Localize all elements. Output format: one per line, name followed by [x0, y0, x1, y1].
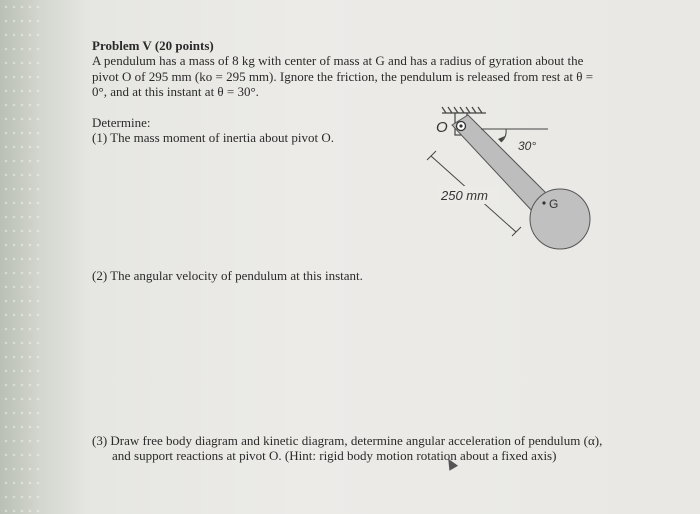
problem-text-line2: pivot O of 295 mm (ko = 295 mm). Ignore the friction, the pendulum is released from rest at θ = [92, 69, 594, 84]
mass-center-label: G [549, 197, 559, 211]
determine-heading: Determine: [92, 115, 151, 130]
question-1: (1) The mass moment of inertia about pivot O. [92, 130, 335, 145]
problem-text-line1: A pendulum has a mass of 8 kg with center of mass at G and has a radius of gyration about the [92, 53, 584, 68]
problem-title: Problem V (20 points) [92, 38, 214, 53]
question-2: (2) The angular velocity of pendulum at this instant. [92, 268, 363, 283]
mass-center-dot [542, 201, 545, 204]
question-3-line1: (3) Draw free body diagram and kinetic diagram, determine angular acceleration of pendulum (α), [92, 433, 603, 448]
angle-label: 30° [518, 139, 537, 153]
ceiling-support [442, 107, 486, 113]
problem-text-line3: 0°, and at this instant at θ = 30°. [92, 84, 259, 99]
pendulum-bob [530, 189, 590, 249]
pivot-label: O [436, 119, 448, 136]
question-3-line2: and support reactions at pivot O. (Hint: rigid body motion rotation about a fixed axis) [112, 448, 557, 463]
length-label: 250 mm [441, 188, 488, 203]
